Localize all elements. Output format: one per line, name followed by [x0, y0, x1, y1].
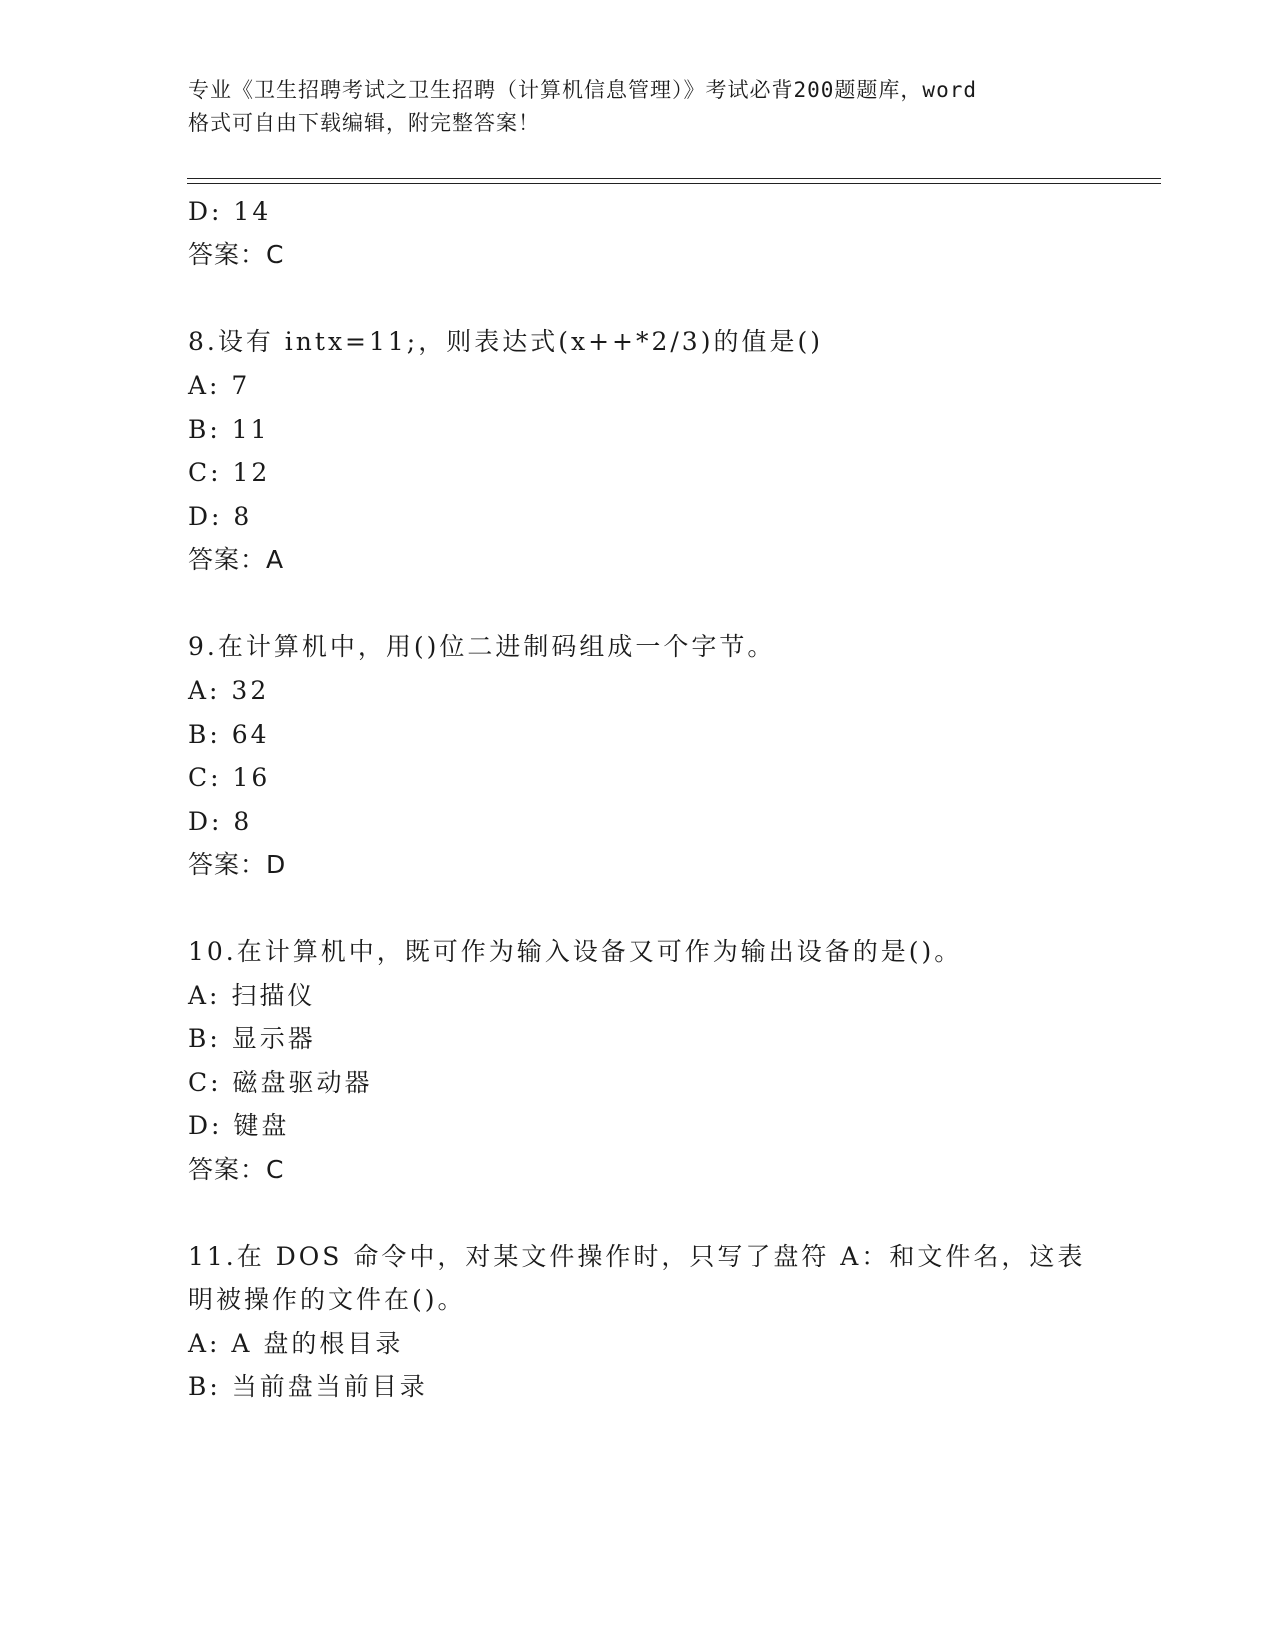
header-line-1: 专业《卫生招聘考试之卫生招聘（计算机信息管理）》考试必背200题题库，word: [188, 78, 977, 102]
q10-answer: 答案：C: [188, 1155, 285, 1184]
q8-option-d: D: 8: [188, 502, 253, 531]
q8-option-c: C: 12: [188, 458, 271, 487]
document-header: [188, 74, 1088, 140]
q10-option-c: C: 磁盘驱动器: [188, 1068, 373, 1097]
q9-stem: 9.在计算机中，用()位二进制码组成一个字节。: [188, 632, 776, 661]
q8-option-b: B: 11: [188, 415, 270, 444]
q10-option-d: D: 键盘: [188, 1111, 290, 1140]
prev-option-d: D: 14: [188, 197, 272, 226]
q10-stem: 10.在计算机中，既可作为输入设备又可作为输出设备的是()。: [188, 937, 963, 966]
q11-option-a: A: A 盘的根目录: [188, 1329, 404, 1358]
q10-option-b: B: 显示器: [188, 1024, 316, 1053]
header-divider-bottom: [187, 183, 1161, 184]
q9-option-d: D: 8: [188, 807, 253, 836]
prev-answer: 答案：C: [188, 240, 285, 269]
q11-option-b: B: 当前盘当前目录: [188, 1372, 428, 1401]
header-line-2: 格式可自由下载编辑，附完整答案！: [188, 111, 540, 135]
q9-answer: 答案：D: [188, 850, 287, 879]
q8-answer: 答案：A: [188, 545, 285, 574]
header-divider-top: [187, 178, 1161, 179]
q11-stem-line-1: 11.在 DOS 命令中，对某文件操作时，只写了盘符 A：和文件名，这表: [188, 1242, 1086, 1271]
q11-stem-line-2: 明被操作的文件在()。: [188, 1285, 466, 1314]
q8-option-a: A: 7: [188, 371, 251, 400]
q9-option-a: A: 32: [188, 676, 270, 705]
q9-option-b: B: 64: [188, 720, 270, 749]
q10-option-a: A: 扫描仪: [188, 981, 316, 1010]
q9-option-c: C: 16: [188, 763, 271, 792]
q8-stem: 8.设有 intx=11;，则表达式(x++*2/3)的值是(): [188, 327, 823, 356]
